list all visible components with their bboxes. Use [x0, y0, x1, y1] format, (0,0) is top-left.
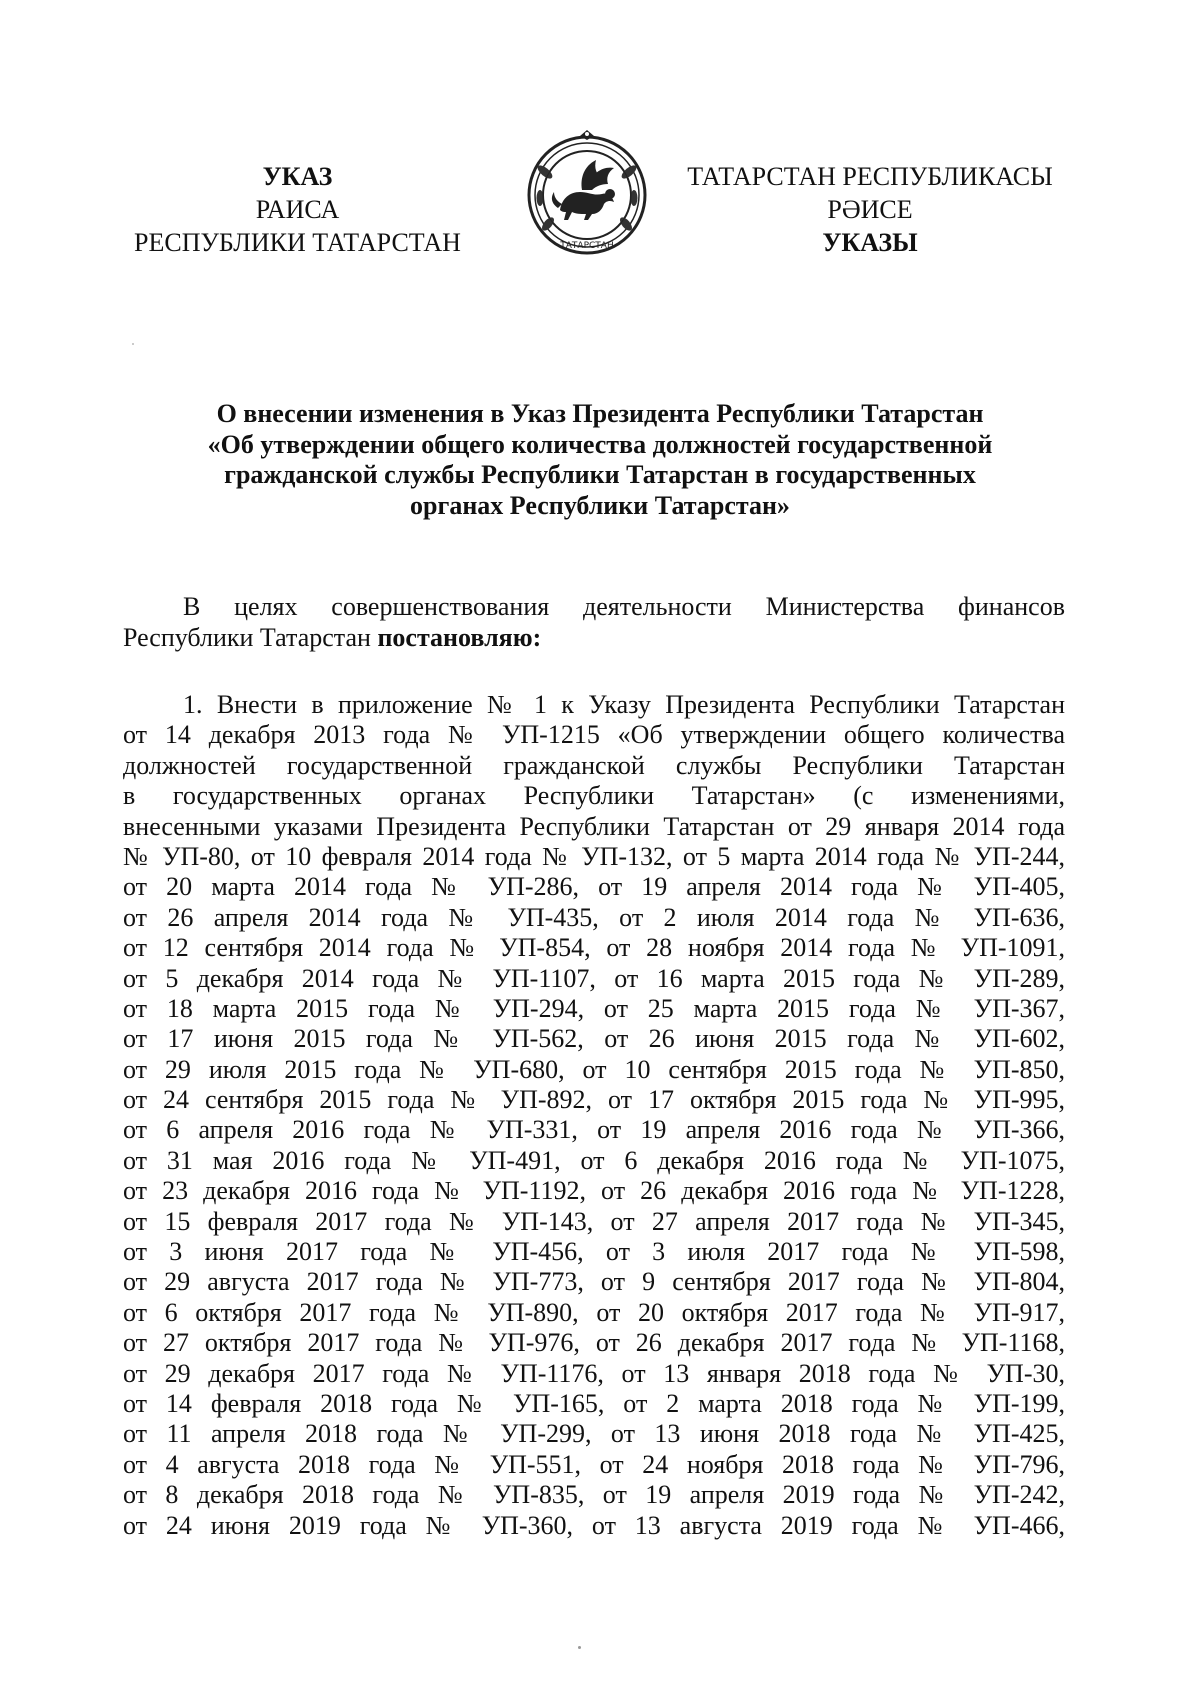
preamble-line-2-text: Республики Татарстан: [123, 622, 378, 652]
paragraph-1-line: от 11 апреля 2018 года № УП-299, от 13 июня 2018 года № УП-425,: [123, 1419, 1065, 1449]
paragraph-1-line: от 4 августа 2018 года № УП-551, от 24 ноября 2018 года № УП-796,: [123, 1449, 1065, 1479]
header-left-line-1: УКАЗ: [262, 162, 333, 191]
paragraph-1-line: от 3 июня 2017 года № УП-456, от 3 июля 2017 года № УП-598,: [123, 1237, 1065, 1267]
paragraph-1-line: № УП-80, от 10 февраля 2014 года № УП-132, от 5 марта 2014 года № УП-244,: [123, 841, 1065, 871]
paragraph-1-line: от 17 июня 2015 года № УП-562, от 26 июня 2015 года № УП-602,: [123, 1024, 1065, 1054]
preamble-paragraph: [123, 592, 1065, 653]
paragraph-1-line: от 5 декабря 2014 года № УП-1107, от 16 марта 2015 года № УП-289,: [123, 963, 1065, 993]
paragraph-1-line: от 8 декабря 2018 года № УП-835, от 19 апреля 2019 года № УП-242,: [123, 1480, 1065, 1510]
paragraph-1-line: от 29 июля 2015 года № УП-680, от 10 сентября 2015 года № УП-850,: [123, 1054, 1065, 1084]
paragraph-1-line: 1. Внести в приложение № 1 к Указу Президента Республики Татарстан: [183, 690, 1065, 719]
coat-of-arms-emblem-icon: [522, 128, 652, 258]
title-line: «Об утверждении общего количества должностей государственной: [207, 429, 993, 459]
header-left-russian: [120, 160, 475, 259]
preamble-decree-word: постановляю:: [377, 622, 542, 652]
scan-speck: [132, 343, 134, 345]
paragraph-1-line: от 29 августа 2017 года № УП-773, от 9 сентября 2017 года № УП-804,: [123, 1267, 1065, 1297]
document-title: [150, 399, 1050, 521]
header-right-line-2: РӘИСЕ: [827, 195, 913, 224]
paragraph-1-line: от 18 марта 2015 года № УП-294, от 25 марта 2015 года № УП-367,: [123, 993, 1065, 1023]
header-left-line-2: РАИСА: [255, 195, 340, 224]
header-right-tatar: [678, 160, 1062, 259]
paragraph-1-line: внесенными указами Президента Республики Татарстан от 29 января 2014 года: [123, 811, 1065, 841]
paragraph-1-line: от 29 декабря 2017 года № УП-1176, от 13 января 2018 года № УП-30,: [123, 1358, 1065, 1388]
paragraph-1-line: должностей государственной гражданской службы Республики Татарстан: [123, 750, 1065, 780]
paragraph-1-line: от 14 февраля 2018 года № УП-165, от 2 марта 2018 года № УП-199,: [123, 1388, 1065, 1418]
paragraph-1-line: от 26 апреля 2014 года № УП-435, от 2 июля 2014 года № УП-636,: [123, 902, 1065, 932]
header-right-line-3: УКАЗЫ: [822, 228, 918, 257]
paragraph-1-line: от 23 декабря 2016 года № УП-1192, от 26 декабря 2016 года № УП-1228,: [123, 1176, 1065, 1206]
paragraph-1-line: от 6 октября 2017 года № УП-890, от 20 октября 2017 года № УП-917,: [123, 1297, 1065, 1327]
paragraph-1-line: от 24 июня 2019 года № УП-360, от 13 августа 2019 года № УП-466,: [123, 1510, 1065, 1540]
title-line: органах Республики Татарстан»: [410, 490, 790, 520]
paragraph-1: [123, 690, 1065, 1541]
paragraph-1-line: от 14 декабря 2013 года № УП-1215 «Об утверждении общего количества: [123, 720, 1065, 750]
paragraph-1-line: в государственных органах Республики Татарстан» (с изменениями,: [123, 781, 1065, 811]
header-right-line-1: ТАТАРСТАН РЕСПУБЛИКАСЫ: [687, 162, 1053, 191]
paragraph-1-line: от 12 сентября 2014 года № УП-854, от 28 ноября 2014 года № УП-1091,: [123, 933, 1065, 963]
emblem-text: ТАТАРСТАН: [560, 241, 614, 251]
scan-speck: [578, 1646, 581, 1649]
preamble-line-1: В целях совершенствования деятельности Министерства финансов: [183, 592, 1065, 621]
paragraph-1-line: от 15 февраля 2017 года № УП-143, от 27 апреля 2017 года № УП-345,: [123, 1206, 1065, 1236]
paragraph-1-line: от 27 октября 2017 года № УП-976, от 26 декабря 2017 года № УП-1168,: [123, 1328, 1065, 1358]
header-left-line-3: РЕСПУБЛИКИ ТАТАРСТАН: [134, 228, 461, 257]
title-line: О внесении изменения в Указ Президента Республики Татарстан: [216, 399, 984, 428]
paragraph-1-line: от 6 апреля 2016 года № УП-331, от 19 апреля 2016 года № УП-366,: [123, 1115, 1065, 1145]
title-line: гражданской службы Республики Татарстан в государственных: [224, 460, 976, 489]
paragraph-1-line: от 24 сентября 2015 года № УП-892, от 17 октября 2015 года № УП-995,: [123, 1085, 1065, 1115]
paragraph-1-line: от 20 марта 2014 года № УП-286, от 19 апреля 2014 года № УП-405,: [123, 872, 1065, 902]
preamble-line-2: [123, 623, 1065, 654]
paragraph-1-line: от 31 мая 2016 года № УП-491, от 6 декабря 2016 года № УП-1075,: [123, 1145, 1065, 1175]
